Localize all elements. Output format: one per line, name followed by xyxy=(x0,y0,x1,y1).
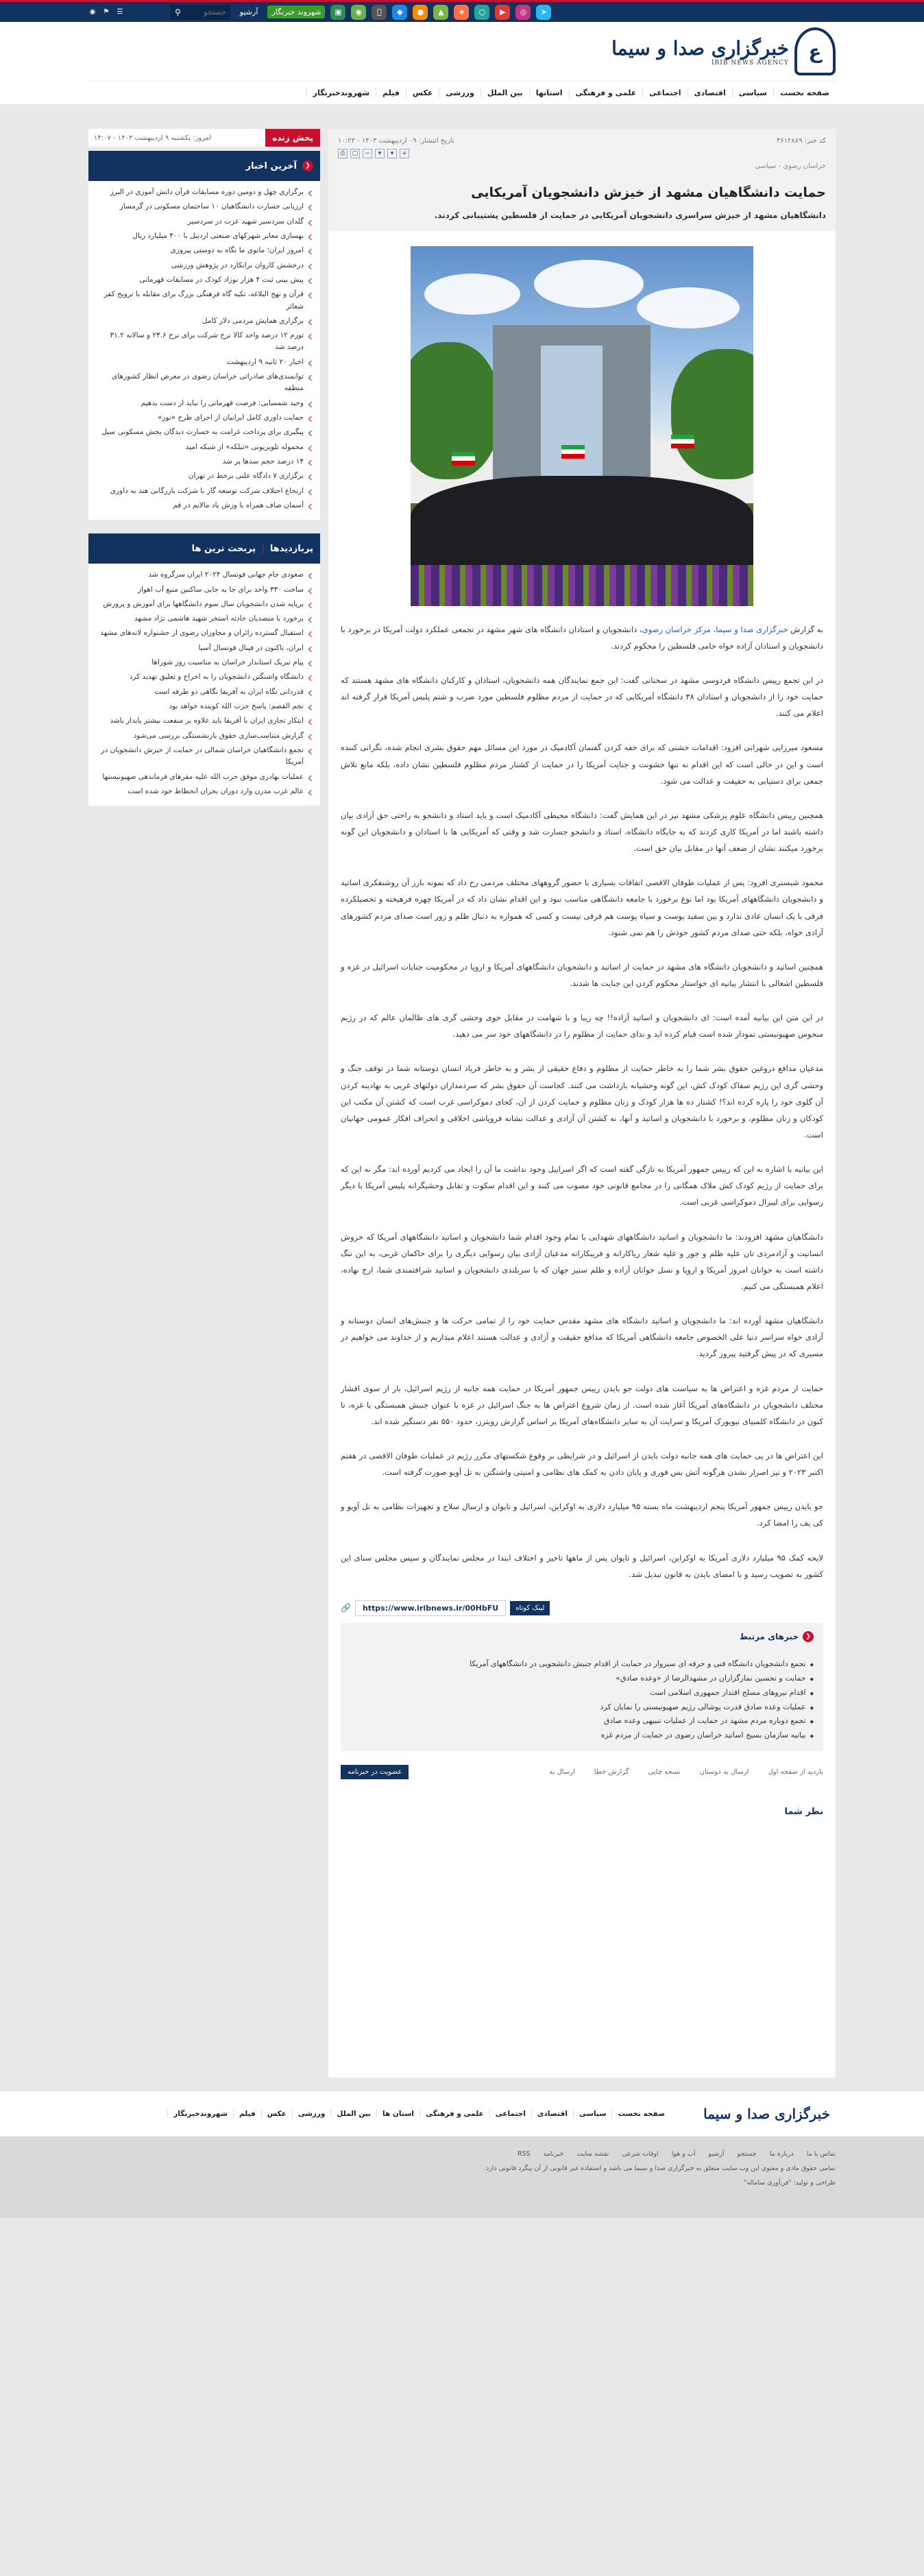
paragraph: مدعیان مدافع دروغین حقوق بشر شما را به خاطر حمایت از مظلوم و دفاع حقیقی از بشر و به خاطر فریاد انسان دوستانه شما در توقف جنگ و وحشی گری این رژیم سفاک کودک کش، این گونه وحشیانه بازداشت می کنند. کجاست آن حقوق بشر که سردمداران دولتهای غربی به نهادینه کردن آن گلوی خود را پاره کرده اند؟! کشتار ده ها هزار کودک و زنان مظلوم و حمایت کردن از آن، کجای دموکراسی غرب است که کشتن آن مکتب این کودکان و زنان مظلوم، و برخورد با دانشجویان و اساتید و آنها، نه کشتن آن آزادی و عدالت نشانه فروپاشی اخلاقی و انحراف افکار عمومی جهانیان است. xyxy=(341,1063,823,1140)
home-link[interactable]: بازدید از صفحه اول xyxy=(768,1768,823,1777)
footer-link[interactable]: آرشیو xyxy=(708,2150,725,2158)
list-item[interactable]: درخشش کاروان برانکارد در پژوهش ورزشی xyxy=(95,258,313,273)
footer-nav-item[interactable]: عکس xyxy=(261,2110,292,2118)
list-item[interactable]: ارزیابی خسارت دانشگاهیان ۱۰ ساختمان مسکونی در گرمسار xyxy=(95,200,313,214)
nav-item[interactable]: ورزشی xyxy=(439,88,480,97)
main-nav xyxy=(88,81,836,104)
print-icon[interactable]: ⎙ xyxy=(338,149,348,158)
footer-nav-item[interactable]: استان ها xyxy=(376,2110,420,2118)
paragraph: همچنین رییس دانشگاه علوم پزشکی مشهد نیز در این همایش گفت: دانشگاه محیطی آکادمیک است و باید استاد و دانشجو به راحتی حق آزادی بیان داشته باشند اما در آمریکا کاری کردند که به جایگاه دانشگاه، استاد و دانشجو جسارت شد و وقتی که آمریکایی ها با استادان و دانشجویان این گونه برخورد میکنند نشان از ضعف آنها در مقابل بیان حق است. xyxy=(341,810,823,854)
list-item[interactable]: دانشگاه واشنگتن دانشجویان را به اخراج و تعلیق تهدید کرد xyxy=(95,670,313,684)
rubika-icon[interactable]: ▲ xyxy=(433,5,448,20)
source-prefix: به گزارش xyxy=(788,624,823,634)
sidebar xyxy=(88,129,320,806)
paragraph: در این متن این بیانیه آمده است: ای دانشجویان و اساتید آزاده‌!! چه زیبا و با شهامت در مقابل خوی وحشی گری های ظالمان عالم که در رژیم منحوس صهیونیستی نمودار شده است قیام کرده اید و ندای حمایت از مظلوم را در دانشگاههای خود سر می دهید. xyxy=(341,1013,823,1039)
search-input[interactable] xyxy=(185,8,226,16)
paragraph: حمایت از مردم غزه و اعتراض ها به سیاست های دولت جو بایدن رییس جمهور آمریکا در حمایت همه جانبه از رژیم اسرائیل، بار از سوی اقشار مختلف دانشجویان در دانشگاه‌های آمریکا آغاز شده است. از زمان شروع اعتراض ها به جنگ اسرائیل در غزه با عنوان جنبش همبستگی با غزه، تا کنون در دانشگاه کلمبیای نیویورک آمریکا و سرایت آن به سایر دانشگاه‌های آمریکا بر اساس گزارش رویترز، حدود ۵۵۰ نفر دستگیر شده اند. xyxy=(341,1383,823,1426)
list-item[interactable]: پیش بینی ثبت ۴ هزار نوزاد کودک در مسابقات قهرمانی xyxy=(95,273,313,287)
list-item[interactable]: عملیات بهادری موفق حزب الله علیه مقرهای فرماندهی صهیونیستها xyxy=(95,770,313,784)
list-item[interactable]: ۱۴ درصد حجم سدها پر شد xyxy=(95,455,313,469)
footer-link[interactable]: نقشه سایت xyxy=(576,2150,609,2158)
related-news xyxy=(341,1623,823,1751)
aparat-icon[interactable]: ▶ xyxy=(495,5,510,20)
paragraph: همچنین اساتید و دانشجویان دانشگاه های مشهد در حمایت از اساتید و دانشجویان دانشگاههای آمریکا و اروپا در محکومیت جنایات اسرائیل در غزه و فلسطین اشغالی با انتشار بیانیه ای خواستار محکوم کردن این جنایت ها شدند. xyxy=(341,961,823,989)
list-item[interactable]: ابتکار تجاری ایران با آفریقا باید علاوه بر منفعت بیشتر پایدار باشد xyxy=(95,714,313,728)
list-item[interactable]: برگزاری چهل و دومین دوره مسابقات قرآن دانش آموزی در البرز xyxy=(95,185,313,200)
bale-icon[interactable]: ◆ xyxy=(392,5,407,20)
chevron-left-icon: ❮ xyxy=(302,160,313,171)
article-header xyxy=(328,129,836,231)
menu-icon[interactable]: ☰ xyxy=(117,8,123,16)
related-item[interactable]: ◆ اقدام نیروهای مسلح اقتدار جمهوری اسلامی است xyxy=(350,1686,814,1700)
lock-icon[interactable]: ◉ xyxy=(89,8,96,16)
live-bar xyxy=(88,129,320,147)
list-item[interactable]: اخبار ۲۰ ثانیه ۹ اردیبهشت xyxy=(95,355,313,370)
short-link-label: لینک کوتاه xyxy=(510,1601,550,1615)
tab-most-viewed[interactable]: پربازدیدها xyxy=(269,543,313,554)
footer-nav-item[interactable]: شهروندخبرنگار xyxy=(167,2110,233,2118)
share-button[interactable]: ارسال به xyxy=(549,1768,575,1777)
top-bar xyxy=(0,0,924,22)
nav-item[interactable]: عکس xyxy=(406,88,439,97)
paragraph: دانشگاهیان مشهد افزودند: ما دانشجویان و اساتید دانشگاههای شهدایی با تمام وجود اقدام شما دانشجویان و اساتید دانشگاههای آمریکا که خروش انسانیت و آزادمردی تان علیه ظلم و جور و علیه شعار ریاکارانه و فریبکارانه مدعیان آزادی بیان رسوایی دیگری را برای حاکمان غربی، به این ننگ داشته است به جوانان امروز آمریکا و اروپا و نسل جوانان آزاده و ظلم ستیز جهان که با سربلندی دانشجویان و اساتید شرافتمندی شما، ارج نهاده، اعلام همبستگی می کنیم. xyxy=(341,1231,823,1291)
list-item[interactable]: بهسازی معابر شهرکهای صنعتی اردبیل با ۴۰۰ میلیارد ریال xyxy=(95,229,313,243)
paragraph: جو بایدن رییس جمهور آمریکا پنجم اردیبهشت ماه بسته ۹۵ میلیارد دلاری به اوکراین، اسرائیل و تایوان و ارسال سلاح و تجهیزات نظامی به تل آویو و کی یف را امضا کرد. xyxy=(341,1502,823,1528)
eitaa-icon[interactable]: ● xyxy=(413,5,428,20)
article xyxy=(328,129,836,2078)
article-actions xyxy=(341,1765,823,1779)
list-item[interactable]: محموله تلویزیونی «تبلکه» از شبکه امید xyxy=(95,440,313,455)
site-header xyxy=(0,22,924,104)
related-title: خبرهای مرتبط xyxy=(739,1631,799,1641)
chevron-down-icon[interactable]: ▾ xyxy=(387,149,397,158)
related-item[interactable]: ◆ بیانیه سازمان بسیج اساتید خراسان رضوی در حمایت از مردم غزه xyxy=(350,1729,814,1743)
paragraph-text: ، دانشجویان و استادان دانشگاه های شهر مشهد در تجمعی عملکرد دولت آمریکا در برخورد با دانشجویان و استادان آزاده خواه حامی فلسطین را محکوم کردند. xyxy=(341,624,823,651)
footer-nav-item[interactable]: بین الملل xyxy=(330,2110,376,2118)
subscribe-button[interactable]: عضویت در خبرنامه xyxy=(341,1765,409,1779)
list-item[interactable]: برخورد با متصدیان حادثه استخر شهید هاشمی نژاد مشهد xyxy=(95,612,313,626)
zoom-out-icon[interactable]: − xyxy=(363,149,372,158)
irib-emblem-icon: ع xyxy=(794,27,836,75)
footer-nav-item[interactable]: سیاسی xyxy=(573,2110,612,2118)
footer-link[interactable]: اوقات شرعی xyxy=(622,2150,659,2158)
list-item[interactable]: توانمندی‌های صادراتی خراسان رضوی در معرض انظار کشورهای منطقه xyxy=(95,370,313,396)
paragraph: این بیانیه با اشاره به این که رییس جمهور آمریکا به تازگی گفته است که اگر اسراییل وجود نداشت ما آن را ایجاد می کردیم آورده اند: مگر نه این که برای حمایت از رژیم کودک کش ملاک همگانی را در مجامع قانونی خود مصوب می کنند و این اقدام سکوت و تقابل وحشیگرانه پلیس آمریکا با دیگر رسوایی برای لیبرال دموکراسی غربی است. xyxy=(341,1164,823,1207)
list-item[interactable]: گلدان سردسیر شهید عزت در سردسیر xyxy=(95,215,313,229)
search-box xyxy=(171,5,230,20)
paragraph: دانشگاهیان مشهد آورده اند: ما دانشجویان و اساتید دانشگاه های مشهد مقدس حمایت خود را از تمامی حرکت ها و جنبش‌های انسان دوستانه و آزادی خواه سراسر دنیا علی الخصوص جامعه دانشگاهی آمریکا که مدافع حقیقت و آزادی و عدالت هستند اعلام میداریم و از خداوند می خواهیم در مسیری که در پیش گرفتید پیروز گردید. xyxy=(341,1316,823,1359)
list-item[interactable]: آسمان صاف همراه با وزش باد مالایم در قم xyxy=(95,498,313,513)
send-to-friends-link[interactable]: ارسال به دوستان xyxy=(699,1768,749,1777)
list-item[interactable]: استقبال گسترده زائران و مجاوران رضوی از جشنواره لانه‌های مشهد xyxy=(95,626,313,640)
short-link xyxy=(341,1600,823,1616)
app-icon[interactable]: ▣ xyxy=(330,5,345,20)
source-link[interactable]: خبرگزاری صدا و سیما، مرکز خراسان رضوی xyxy=(642,624,788,634)
paragraph: این اعتراض ها در پی حمایت های همه جانبه دولت بایدن از اسرائیل و در شرایطی بر وقوع شکستهای مکرر رژیم در عملیات طوفان الاقصی در هفتم اکتبر ۲۰۲۳ و نیز اصرار نشدن هرگونه آتش بس فوری و پایان دادن به کمک های نظامی و امنیتی واشنگتن به تل آویو صورت گرفته است. xyxy=(341,1450,823,1478)
android-icon[interactable]: ◉ xyxy=(351,5,366,20)
site-logo[interactable] xyxy=(611,27,836,75)
article-body xyxy=(328,621,836,1582)
footer-link[interactable]: خبرنامه xyxy=(543,2150,564,2158)
nav-item[interactable]: صفحه نخست xyxy=(773,88,836,97)
link-icon[interactable]: 🔗 xyxy=(341,1603,351,1613)
flag-icon[interactable]: ⚑ xyxy=(103,8,110,16)
print-link[interactable]: نسخه چاپی xyxy=(648,1768,681,1777)
list-item[interactable]: برگزاری ۷ دادگاه علنی برخط در تهران xyxy=(95,469,313,483)
related-item[interactable]: ◆ عملیات وعده صادق قدرت پوشالی رژیم صهیونیستی را نمایان کرد xyxy=(350,1700,814,1715)
citizen-reporter-button[interactable]: شهروند خبرنگار xyxy=(267,5,325,19)
site-footer xyxy=(0,2091,924,2218)
footer-link[interactable]: جستجو xyxy=(737,2150,757,2158)
footer-link[interactable]: RSS xyxy=(517,2150,531,2158)
related-item[interactable]: ◆ تجمع دوباره مردم مشهد در حمایت از عملیات تنبیهی وعده صادق xyxy=(350,1714,814,1729)
article-photo xyxy=(411,246,753,606)
short-link-url[interactable]: https://www.iribnews.ir/00HbFU xyxy=(355,1600,506,1616)
list-item[interactable]: عالم غرب مدرن وارد دوران بحران انحطاط خود شده است xyxy=(95,784,313,799)
paragraph: در این تجمع رییس دانشگاه فردوسی مشهد در سخنانی گفت: این جمع نمایندگان همه دانشجویان، استادان و کارکنان دانشگاه های مشهد هستند که حمایت خود را از دانشجویان و استادان ۳۸ دانشگاه آمریکایی که در حمایت از مردم مظلوم فلسطین مورد ضرب و شتم پلیس آمریکا قرار گرفته اند اعلام می کنند. xyxy=(341,675,824,719)
breadcrumb[interactable]: خراسان رضوی - سیاسی xyxy=(755,162,826,170)
nav-item[interactable]: فیلم xyxy=(376,88,406,97)
tab-most-discussed[interactable]: پربحث ترین ها xyxy=(191,543,256,554)
list-item[interactable]: ارتجاع اختلاف شرکت توسعه گاز با شرکت بازرگانی هند به داوری xyxy=(95,484,313,498)
chevron-left-icon: ❮ xyxy=(803,1631,814,1642)
telegram-icon[interactable]: ➤ xyxy=(536,5,551,20)
chevron-down-icon[interactable]: ▾ xyxy=(375,149,385,158)
report-error-link[interactable]: گزارش خطا xyxy=(594,1768,629,1777)
list-item[interactable]: برگزاری همایش مردمی دلار کامل xyxy=(95,314,313,328)
paragraph: محمود شبستری افزود: پس از عملیات طوفان الاقصی اتفاقات بسیاری با حضور گروههای مختلف مردمی رخ داد که نمونه بارز آن روشنفکری اساتید و دانشجویان دانشگاههای آمریکا بود اما نوع برخورد با جامعه دانشگاهی مناسب نبود و این اقدام نشان داد که در آمریکا چهره فرهیخته و تحصیلکرده فرقی با یک انسان عادی ندارد و بین سفید پوست و سیاه پوست هم فرقی نیست و کسی که همواره به دنبال ظلم و زور است صدای مردم کشورهای آزادی خواه، بلکه حتی صدای مردم کشور خودش را هم نمی شنود. xyxy=(341,878,823,937)
paragraph: مسعود میرزایی شهرابی افزود: اقدامات خشنی که برای خفه کردن گفتمان آکادمیک در مورد این مسائل مهم حقوق بشری انجام شده، نگرانی کننده است و این در حالی است که این اقدام نه تنها خشونت و جنایت آمریکا را در حمایت از کشتار مردم مظلوم فلسطین نشان داده، بلکه مانع تلاش جمعی برای دستیابی به حقیقت و عدالت می شود. xyxy=(341,743,823,786)
design-credit: طراحی و تولید: "فن‌آوری ساماله" xyxy=(744,2178,836,2187)
nav-item[interactable]: اقتصادی xyxy=(688,88,732,97)
list-item[interactable]: امروز ایران؛ مانوی ما نگاه به دوستی پیروزی xyxy=(95,243,313,258)
article-lead: دانشگاهیان مشهد از خیزش سراسری دانشجویان آمریکایی در حمایت از فلسطین پشتیبانی کردند. xyxy=(434,210,826,221)
nav-item[interactable]: استانها xyxy=(529,88,569,97)
logo-text: خبرگزاری صدا و سیما xyxy=(611,36,789,60)
publish-date: تاریخ انتشار: ۰۹ اردیبهشت ۱۴۰۳ - ۱۰:۲۳ xyxy=(338,137,454,145)
archive-button[interactable]: آرشیو xyxy=(239,8,258,16)
latest-title: آخرین اخبار xyxy=(245,160,297,171)
list-item[interactable]: تورم ۱۲ درصد واحد کالا نرخ شرکت برای نرخ ۲۳.۶ و سالانه ۳۱.۲ درصد شد xyxy=(95,328,313,355)
list-item[interactable]: قدردانی نگاه ایران به آفریقا نگاهی دو طرفه است xyxy=(95,685,313,699)
footer-link[interactable]: تماس با ما xyxy=(806,2150,836,2158)
list-item[interactable]: وحید شمسایی: فرصت قهرمانی را نباید از دست بدهیم xyxy=(95,396,313,411)
search-icon[interactable]: ⚲ xyxy=(175,7,181,17)
instagram-icon[interactable]: ◎ xyxy=(515,5,531,20)
save-icon[interactable]: ▢ xyxy=(350,149,360,158)
list-item[interactable]: برپایه شدن دانشجویان سال سوم دانشگاهها برای آموزش و پرورش xyxy=(95,597,313,612)
footer-link[interactable]: درباره ما xyxy=(769,2150,794,2158)
article-tools xyxy=(338,149,826,158)
footer-links xyxy=(88,2147,836,2162)
footer-nav-item[interactable]: اقتصادی xyxy=(531,2110,573,2118)
zoom-in-icon[interactable]: + xyxy=(400,149,409,158)
copyright-text: تمامی حقوق مادی و معنوی این وب سایت متعلق به خبرگزاری صدا و سیما می باشد و استفاده غیر قانونی از آن پیگرد قانونی دارد. xyxy=(483,2165,836,2173)
list-item[interactable]: ساخت ۳۳۰ واحد برای جا به جایی ساکنین منبع آب اهواز xyxy=(95,583,313,597)
popular-news-box: پربازدیدها | پربحث ترین ها صعودی جام جهانی فوتسال ۲۰۲۴ ایران سرگروه شد ساخت ۳۳۰ واحد برای جا به جایی ساکنین منبع آب اهواز برپایه شدن دانشجویان سال سوم دانشگاهها برای آموزش و پرورش برخورد با متصدیان حادثه استخر شهید هاشمی نژاد مشهد استقبال گسترده زائران و مجاوران رضوی از جشنواره لانه‌های مشهد ایران، تاکنون در فینال فوتسال آسیا پیام تبریک استاندار خراسان به مناسبت روز شوراها دانشگاه واشنگتن دانشجویان را به اخراج و تعلیق تهدید کرد قدردانی نگاه ایران به آفریقا نگاهی دو طرفه است نجم القصم: پاسخ حزب الله کوبنده خواهد بود ابتکار تجاری ایران با آفریقا باید علاوه بر منفعت بیشتر پایدار باشد گزارش متناسب‌سازی حقوق بازنشستگی بررسی می‌شود تجمع دانشگاهیان خراسان شمالی در حمایت از خیزش دانشجویان در آمریکا عملیات بهادری موفق حزب الله علیه مقرهای فرماندهی صهیونیستها عالم غرب مدرن وارد دوران بحران انحطاط خود شده است xyxy=(88,533,320,806)
footer-nav-item[interactable]: صفحه نخست xyxy=(611,2110,670,2118)
nav-item[interactable]: علمی و فرهنگی xyxy=(569,88,643,97)
footer-logo[interactable]: خبرگزاری صدا و سیما xyxy=(703,2106,830,2123)
list-item[interactable]: ایران، تاکنون در فینال فوتسال آسیا xyxy=(95,641,313,655)
comments-title: نظر شما xyxy=(784,1807,823,1818)
list-item[interactable]: قرآن و نهج البلاغه، تکیه گاه فرهنگی بزرگ برای مقابله با ترویج کفر شعائر xyxy=(95,287,313,314)
nav-item[interactable]: شهروندخبرنگار xyxy=(306,88,376,97)
live-button[interactable]: پخش زنده xyxy=(265,129,320,147)
footer-link[interactable]: آب و هوا xyxy=(671,2150,696,2158)
list-item[interactable]: پیام تبریک استاندار خراسان به مناسبت روز شوراها xyxy=(95,655,313,670)
today-date: امروز: یکشنبه ۹ اردیبهشت ۱۴۰۳ - ۱۴:۰۷ xyxy=(94,134,211,142)
nav-item[interactable]: اجتماعی xyxy=(642,88,687,97)
paragraph xyxy=(341,621,823,654)
footer-nav-item[interactable]: فیلم xyxy=(233,2110,261,2118)
list-item[interactable]: پیگیری برای پرداخت غرامت به خسارت دیدگان بخش مسکونی سیل xyxy=(95,425,313,440)
list-item[interactable]: تجمع دانشگاهیان خراسان شمالی در حمایت از خیزش دانشجویان در آمریکا xyxy=(95,743,313,770)
ios-icon[interactable] xyxy=(372,5,387,20)
igap-icon[interactable]: ○ xyxy=(474,5,489,20)
latest-news-box xyxy=(88,151,320,520)
footer-nav-item[interactable]: ورزشی xyxy=(292,2110,331,2118)
nav-item[interactable]: سیاسی xyxy=(732,88,773,97)
soroush-icon[interactable]: ★ xyxy=(454,5,469,20)
related-item[interactable]: ◆ تجمع دانشجویان دانشگاه فنی و حرفه ای سبزوار در حمایت از اقدام جنبش دانشجویی در دانشگاههای آمریکا xyxy=(350,1657,814,1672)
related-item[interactable]: ◆ حمایت و تحسین نمازگزاران در مشهدالرضا از «وعده صادق» xyxy=(350,1672,814,1686)
list-item[interactable]: نجم القصم: پاسخ حزب الله کوبنده خواهد بود xyxy=(95,699,313,714)
paragraph: لایحه کمک ۹۵ میلیارد دلاری آمریکا به اوکراین، اسرائیل و تایوان پس از ماهها تاخیر و اختلاف ابتدا در مجلس نمایندگان و سپس مجلس سنای این کشور به تصویب رسید و با امضای بایدن به قانون تبدیل شد. xyxy=(341,1552,823,1579)
footer-nav-item[interactable]: علمی و فرهنگی xyxy=(420,2110,489,2118)
footer-nav-item[interactable]: اجتماعی xyxy=(489,2110,531,2118)
list-item[interactable]: گزارش متناسب‌سازی حقوق بازنشستگی بررسی می‌شود xyxy=(95,729,313,743)
list-item[interactable]: حمایت داوری کامل ایرانیان از اجرای طرح «نور» xyxy=(95,411,313,425)
news-id: کد خبر: ۴۶۱۲۸۸۹ xyxy=(776,137,826,145)
list-item[interactable]: صعودی جام جهانی فوتسال ۲۰۲۴ ایران سرگروه شد xyxy=(95,568,313,582)
logo-subtext: IRIB NEWS AGENCY xyxy=(711,59,789,67)
nav-item[interactable]: بین الملل xyxy=(481,88,529,97)
article-title: حمایت دانشگاهیان مشهد از خیزش دانشجویان آمریکایی xyxy=(471,185,826,200)
